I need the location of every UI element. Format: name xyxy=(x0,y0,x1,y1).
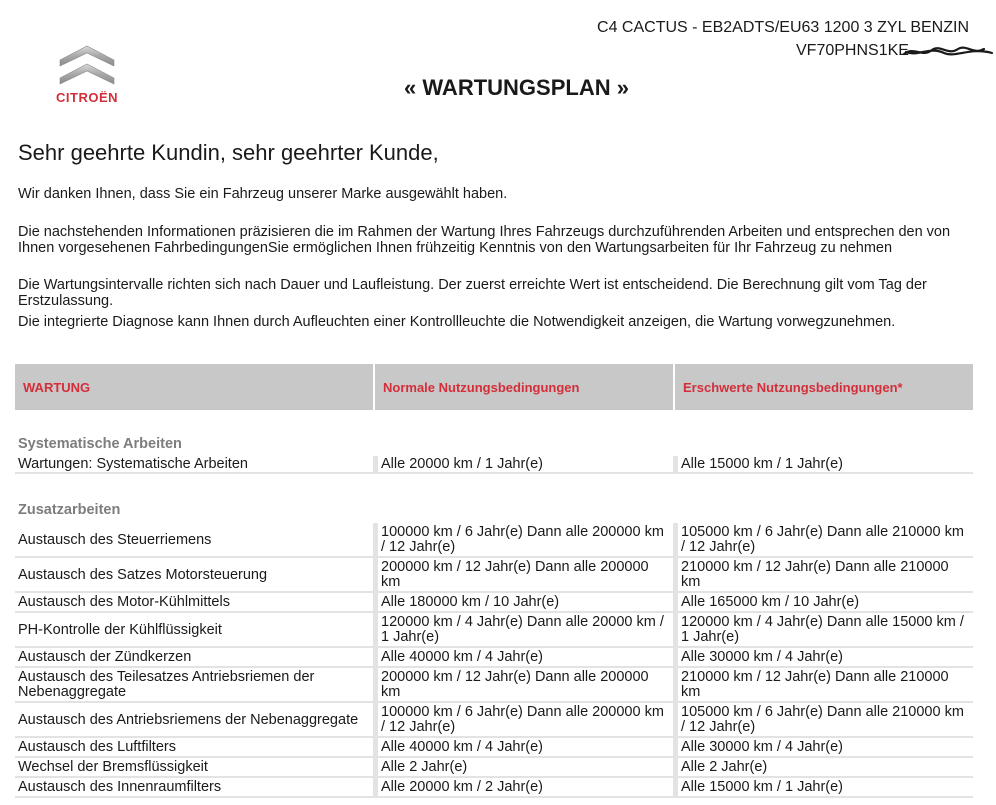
severe-interval-cell: 210000 km / 12 Jahr(e) Dann alle 210000 km xyxy=(673,558,973,591)
severe-interval-cell: Alle 15000 km / 1 Jahr(e) xyxy=(673,456,973,472)
severe-interval-cell: 210000 km / 12 Jahr(e) Dann alle 210000 km xyxy=(673,668,973,701)
normal-interval-cell: 200000 km / 12 Jahr(e) Dann alle 200000 km xyxy=(373,558,673,591)
normal-interval-cell: Alle 20000 km / 1 Jahr(e) xyxy=(373,456,673,472)
task-cell: Austausch des Antriebsriemens der Nebenaggregate xyxy=(18,711,359,728)
task-cell: Austausch des Innenraumfilters xyxy=(18,779,222,795)
severe-interval-cell: Alle 165000 km / 10 Jahr(e) xyxy=(673,593,973,611)
section-title-additional: Zusatzarbeiten xyxy=(18,502,121,518)
salutation: Sehr geehrte Kundin, sehr geehrter Kunde, xyxy=(18,140,439,165)
vehicle-model: C4 CACTUS - EB2ADTS/EU63 1200 3 ZYL BENZIN xyxy=(597,19,969,36)
severe-interval-cell: Alle 2 Jahr(e) xyxy=(673,758,973,776)
severe-interval-cell: 120000 km / 4 Jahr(e) Dann alle 15000 km / 1 Jahr(e) xyxy=(673,613,973,646)
task-cell: Austausch des Teilesatzes Antriebsriemen der Nebenaggregate xyxy=(18,669,315,700)
intro-paragraph-diagnosis: Die integrierte Diagnose kann Ihnen durch Aufleuchten einer Kontrollleuchte die Notwendigkeit anzeigen, die Wartung vorwegzunehmen. xyxy=(18,314,896,330)
table-row xyxy=(15,613,973,648)
table-row xyxy=(15,593,973,613)
table-row xyxy=(15,668,973,703)
brand-wordmark: CITROËN xyxy=(56,90,118,105)
table-header xyxy=(15,364,973,410)
normal-interval-cell: 120000 km / 4 Jahr(e) Dann alle 20000 km / 1 Jahr(e) xyxy=(373,613,673,646)
table-row xyxy=(15,703,973,738)
severe-interval-cell: 105000 km / 6 Jahr(e) Dann alle 210000 km / 12 Jahr(e) xyxy=(673,523,973,556)
header-normal-conditions: Normale Nutzungsbedingungen xyxy=(373,364,673,410)
table-row xyxy=(15,738,973,758)
section-additional-rows xyxy=(15,523,973,798)
table-row xyxy=(15,558,973,593)
intro-paragraph-thanks: Wir danken Ihnen, dass Sie ein Fahrzeug unserer Marke ausgewählt haben. xyxy=(18,186,508,202)
section-systematic-rows xyxy=(15,456,973,474)
task-cell: Austausch der Zündkerzen xyxy=(18,649,192,665)
task-cell: Austausch des Luftfilters xyxy=(18,739,176,755)
table-row xyxy=(15,456,973,474)
task-cell: Wartungen: Systematische Arbeiten xyxy=(18,456,248,472)
normal-interval-cell: Alle 180000 km / 10 Jahr(e) xyxy=(373,593,673,611)
redaction-scribble xyxy=(900,40,996,62)
section-title-systematic: Systematische Arbeiten xyxy=(18,436,182,452)
severe-interval-cell: 105000 km / 6 Jahr(e) Dann alle 210000 km / 12 Jahr(e) xyxy=(673,703,973,736)
table-row xyxy=(15,648,973,668)
normal-interval-cell: Alle 40000 km / 4 Jahr(e) xyxy=(373,738,673,756)
task-cell: Austausch des Steuerriemens xyxy=(18,531,212,548)
normal-interval-cell: Alle 20000 km / 2 Jahr(e) xyxy=(373,778,673,796)
maintenance-table xyxy=(15,364,973,795)
severe-interval-cell: Alle 15000 km / 1 Jahr(e) xyxy=(673,778,973,796)
task-cell: Austausch des Satzes Motorsteuerung xyxy=(18,566,268,583)
task-cell: PH-Kontrolle der Kühlflüssigkeit xyxy=(18,621,222,638)
task-cell: Wechsel der Bremsflüssigkeit xyxy=(18,759,208,775)
header-severe-conditions: Erschwerte Nutzungsbedingungen* xyxy=(673,364,973,410)
vehicle-vin: VF70PHNS1KE xyxy=(796,42,909,59)
normal-interval-cell: 100000 km / 6 Jahr(e) Dann alle 200000 km / 12 Jahr(e) xyxy=(373,523,673,556)
table-row xyxy=(15,758,973,778)
document-title: « WARTUNGSPLAN » xyxy=(404,75,629,100)
normal-interval-cell: 200000 km / 12 Jahr(e) Dann alle 200000 km xyxy=(373,668,673,701)
header-maintenance: WARTUNG xyxy=(23,379,91,395)
severe-interval-cell: Alle 30000 km / 4 Jahr(e) xyxy=(673,738,973,756)
intro-paragraph-info: Die nachstehenden Informationen präzisieren die im Rahmen der Wartung Ihres Fahrzeugs durchzuführenden Arbeiten und entsprechen den von Ihnen vorgesehenen FahrbedingungenSie ermöglichen Ihnen frühzeitig Kenntnis von den Wartungsarbeiten für Ihr Fahrzeug zu nehmen xyxy=(18,224,951,256)
table-row xyxy=(15,778,973,798)
intro-paragraph-intervals: Die Wartungsintervalle richten sich nach Dauer und Laufleistung. Der zuerst erreichte Wert ist entscheidend. Die Berechnung gilt vom Tag der Erstzulassung. xyxy=(18,277,927,309)
normal-interval-cell: 100000 km / 6 Jahr(e) Dann alle 200000 km / 12 Jahr(e) xyxy=(373,703,673,736)
task-cell: Austausch des Motor-Kühlmittels xyxy=(18,594,230,610)
normal-interval-cell: Alle 2 Jahr(e) xyxy=(373,758,673,776)
severe-interval-cell: Alle 30000 km / 4 Jahr(e) xyxy=(673,648,973,666)
normal-interval-cell: Alle 40000 km / 4 Jahr(e) xyxy=(373,648,673,666)
table-row xyxy=(15,523,973,558)
